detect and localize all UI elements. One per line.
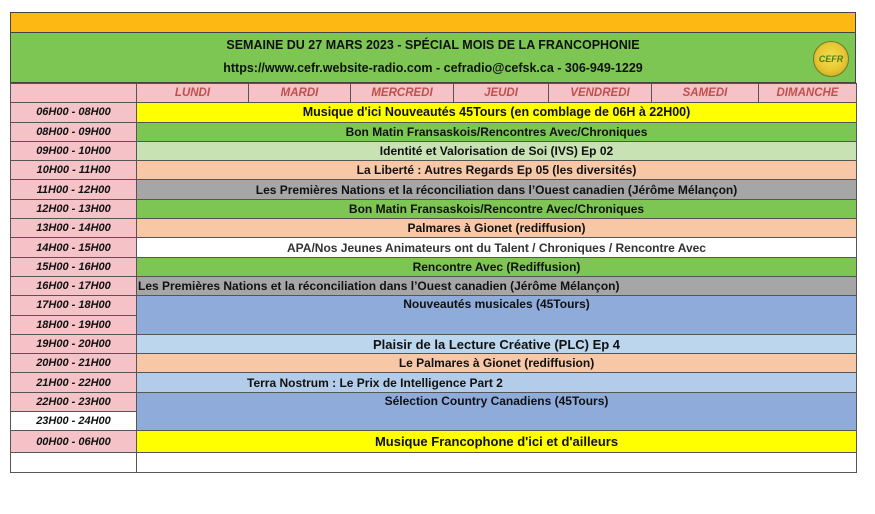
program-cell: Palmares à Gionet (rediffusion) (137, 219, 857, 238)
day-friday: VENDREDI (549, 84, 652, 103)
days-row (11, 84, 857, 103)
program-cell: Rencontre Avec (Rediffusion) (137, 257, 857, 276)
time-slot: 10H00 - 11H00 (11, 161, 137, 180)
time-slot: 22H00 - 23H00 (11, 392, 137, 411)
table-row (11, 431, 857, 453)
program-cell: La Liberté : Autres Regards Ep 05 (les diversités) (137, 161, 857, 180)
day-thursday: JEUDI (454, 84, 549, 103)
time-slot: 21H00 - 22H00 (11, 373, 137, 392)
table-row (11, 296, 857, 315)
table-row (11, 103, 857, 122)
time-slot: 14H00 - 15H00 (11, 238, 137, 257)
table-row (11, 180, 857, 199)
table-row (11, 238, 857, 257)
program-cell: Le Palmares à Gionet (rediffusion) (137, 354, 857, 373)
table-row (11, 161, 857, 180)
program-cell: Les Premières Nations et la réconciliation dans l’Ouest canadien (Jérôme Mélançon) (137, 276, 857, 295)
time-slot: 08H00 - 09H00 (11, 122, 137, 141)
logo-text: CEFR (818, 54, 844, 64)
time-slot: 20H00 - 21H00 (11, 354, 137, 373)
program-cell: Nouveautés musicales (45Tours) (137, 296, 857, 335)
table-row (11, 141, 857, 160)
program-cell: Sélection Country Canadiens (45Tours) (137, 392, 857, 431)
program-cell: Terra Nostrum : Le Prix de Intelligence Part 2 (137, 373, 857, 392)
schedule-table (10, 83, 857, 473)
time-slot: 18H00 - 19H00 (11, 315, 137, 334)
contact-line: https://www.cefr.website-radio.com - cefradio@cefsk.ca - 306-949-1229 (223, 61, 643, 75)
program-cell: Les Premières Nations et la réconciliation dans l’Ouest canadien (Jérôme Mélançon) (137, 180, 857, 199)
day-saturday: SAMEDI (652, 84, 759, 103)
program-cell: Bon Matin Fransaskois/Rencontre Avec/Chroniques (137, 199, 857, 218)
table-row (11, 334, 857, 353)
cefr-logo (813, 41, 849, 77)
program-cell: APA/Nos Jeunes Animateurs ont du Talent / Chroniques / Rencontre Avec (137, 238, 857, 257)
time-slot: 16H00 - 17H00 (11, 276, 137, 295)
table-row (11, 122, 857, 141)
time-slot: 09H00 - 10H00 (11, 141, 137, 160)
time-slot: 23H00 - 24H00 (11, 412, 137, 431)
table-row (11, 257, 857, 276)
time-slot: 12H00 - 13H00 (11, 199, 137, 218)
program-cell: Bon Matin Fransaskois/Rencontres Avec/Chroniques (137, 122, 857, 141)
time-slot: 15H00 - 16H00 (11, 257, 137, 276)
corner-cell (11, 84, 137, 103)
program-cell: Plaisir de la Lecture Créative (PLC) Ep 4 (137, 334, 857, 353)
table-row (11, 199, 857, 218)
empty-time-slot (11, 453, 137, 472)
time-slot: 11H00 - 12H00 (11, 180, 137, 199)
table-row (11, 276, 857, 295)
empty-program-cell (137, 453, 857, 472)
day-wednesday: MERCREDI (351, 84, 454, 103)
day-tuesday: MARDI (249, 84, 351, 103)
table-row (11, 219, 857, 238)
time-slot: 19H00 - 20H00 (11, 334, 137, 353)
day-sunday: DIMANCHE (759, 84, 857, 103)
time-slot: 06H00 - 08H00 (11, 103, 137, 122)
time-slot: 17H00 - 18H00 (11, 296, 137, 315)
table-row (11, 453, 857, 472)
table-row (11, 373, 857, 392)
schedule-sheet (10, 12, 856, 473)
day-monday: LUNDI (137, 84, 249, 103)
schedule-title: SEMAINE DU 27 MARS 2023 - SPÉCIAL MOIS DE LA FRANCOPHONIE (226, 38, 640, 52)
top-orange-bar (10, 12, 856, 33)
time-slot: 13H00 - 14H00 (11, 219, 137, 238)
program-cell: Musique d'ici Nouveautés 45Tours (en comblage de 06H à 22H00) (137, 103, 857, 122)
time-slot: 00H00 - 06H00 (11, 431, 137, 453)
table-row (11, 392, 857, 411)
table-row (11, 354, 857, 373)
program-cell: Musique Francophone d'ici et d'ailleurs (137, 431, 857, 453)
program-cell: Identité et Valorisation de Soi (IVS) Ep 02 (137, 141, 857, 160)
schedule-header (10, 33, 856, 83)
